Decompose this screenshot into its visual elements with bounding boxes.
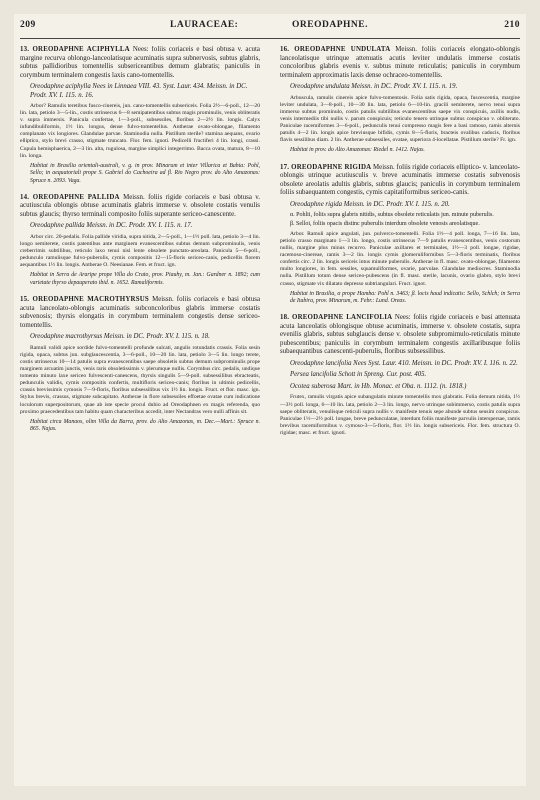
species-title: 15. OREODAPHNE MACROTHYRSUS [20,296,149,304]
species-title: 17. OREODAPHNE RIGIDA [280,163,372,171]
left-column [20,46,260,780]
species-entry [280,164,520,306]
species-citation: Oreodaphne lancifolia Nees Syst. Laur. 410. Meissn. in DC. Prodr. XV. I. 116. n. 22. [290,359,518,367]
species-synonym: Persea lancifolia Schott in Spreng. Cur. post. 405. [290,371,427,379]
species-diagnosis-text: Meissn. foliis rigide coriaceis ellipticо- v. lanceolato-oblongis utrinque acutiusculis v. breve acuminatis immerse costatis subvenosis obsolete areolatis adultis glabris, subtus glaucis; paniculis in corymbum terminalem foliis subaequantem congestis, cymis capitatiformibus sericeo-canis. [280,163,520,197]
species-habitat: Habitat in prov. do Alto Amazonas: Riedel n. 1412. Najas. [290,147,425,154]
header-rule [20,38,520,39]
species-entry [280,46,520,155]
species-citation: Oreodaphne rigida Meissn. in DC. Prodr. XV. I. 115. n. 20. [290,200,450,208]
species-diagnosis [20,194,260,220]
page-header [20,20,520,40]
running-title-right: OREODAPHNE. [292,20,368,30]
species-synonym: Ocotea suberosa Mart. in Hb. Monac. et Oba. n. 1112. (n. 1818.) [290,382,467,390]
left-page-number: 209 [20,20,36,30]
species-diagnosis-text: Meissn. foliis rigide coriaceis e basi obtusa v. acutiuscula oblongis obtuse acuminatis glabris immerse v. obsolete costatis venulis subtus glaucis; thyrso terminali composito foliis superante sericeo-canescente. [20,193,260,218]
species-description: Arbuscula, ramulis cinereis apice fulvo-tomentosis. Folia satis rigida, opaca, fuscescentia, margine leviter undulata, 3—8-poll., 10—30 lin. lata, petiolo 6—10-lin. gracili semiterete, nervo tenui supra immerso subtus prominulo, costis patulis subtilibus evanescentibus saepe vix conspicuis, axillis nudis, venis intermediis tibi nullis v. parum conspicuis; reticulo tenero utrinque subtus conspicuo v. obliterato. Paniculae racemiformes 3—6-poll., pedunculis tenui compresso magis fere a basi ramoso, ramis alternis patulis 4—2 lin. longis apice breviusque bifidis, cymis 8—5-floris, bracteis ovalibus caducis, floribus flavis sessilibus diam. 2 lin. Antherae subsessiles, ovatae, superiora 4-locellatae. Pistillum sterile? Fr. ign. [280,94,520,144]
species-description: Arbor? Ramulis teretibus fusco-cinereis, jun. cano-tomentellis subsericeis. Folia 2½—6-poll., 12—20 lin. lata, petiolo 3—5-lin., costis utrinsecus 6—8 semipatentibus subtus magis prominulis, venis obliteratis v. supra immersis. Panicula confertae, 1—3-poll., subsessiles, floribus 2—2½ lin. longis. Calyx infundibuliformis, 1½ lin. longus, dense fulvo-tomentellus. Antherae ovato-oblongae, filamento complanato vix longiores. Glandulae parvae. Staminodia nulla. Pistillum sterile? stamina aequans, ovario elliptico, stylo brevi crasso, stigmate truncato. Flor. fem. ignoti. Pedicelli fructiferi 4 lin. longi, crassi. Cupula hemisphaerica, 2—3 lin. alta, rugulosa, margine simplici integerrimo. Bacca ovata, matura, 8—10 lin. longa. [20,103,260,159]
species-diagnosis [280,314,520,357]
species-title: 14. OREODAPHNE PALLIDA [20,193,120,201]
species-diagnosis [20,46,260,80]
species-description: Arbor. Ramuli apice angulati, jun. pulverco-tomentelli. Folia 1½—4 poll. longa, 7—16 lin. lata, petiolo crasso marginato 1—3 lin. longo, costis utrinsecus 7—9 patulis evanescentibus, venis costorum nullis, margine plus minus recurvo. Paniculae axillares et terminales, 1½—3 poll. longae, rigidae, racemoso-cinereae, ramis 3—2 lin. longis cymis glomeruliformibus 5—3-floris terminatis, floribus confertis circ. 2 lin. longis sericeis intus minute puberulis. Antherae in fl. masc. ovato-oblongae, filamento multo longiores, in fem. sessiles, squamuliformes, ovarie, parvulae. Glandulae mediocres. Staminodia nulla. Pistillum totum dense sericeo-pubescens (in fl. masc. sterile, lacunis, ovario glabro, stylo brevi crasso, stigmate vix dilatato depresso subtriangulari. Fruct. ignot. [280,230,520,287]
right-column [280,46,520,780]
species-diagnosis [20,296,260,330]
species-description: Arbor circ. 20-pedalis. Folia pallide viridia, supra nitida, 2—5-poll., 1—1½ poll. lata, petiolo 3—4 lin. longo semiterete, costis patentibus ante marginem evanescentibus subtus demum subprominulis, venis creberrimis subtilibus, reticulo laxo tenui nisi lente obsolete punctato-areolata. Panicula 5—6-poll., pedunculo ramulisque fulvo-puberulis, cymis compositis 12—15-floris sericeo-canis, pedicellis florem aequantibus 1½ lin. longis. Antherae O. Neesianae. Fem. et fruct. ign. [20,233,260,269]
species-title: 18. OREODAPHNE LANCIFOLIA [280,314,393,322]
species-citation: Oreodaphne pallida Meissn. in DC. Prodr. XV. I. 115. n. 17. [30,222,193,230]
species-diagnosis-text: Nees: foliis rigide coriaceis e basi attenuata acuta lanceolatis oblongisque obtuse acuminatis, immerse v. obsolete costatis, supra evenilis glabris, subtus subglaucis dense v. obsolete subpromimulo-reticulatis minute pubescentibus; paniculis in corymbum terminalem congestis axillaribusque foliis subaequantibus canescenti-puberulis, floribus subsessilibus. [280,314,520,356]
species-diagnosis-text: Meissn. foliis coriaceis elongato-oblongis lanceolatisque utrinque attenuatis acutis leviter undulatis immerse costatis concoloribus glabris evenis v. subtus minute reticulatis; paniculis in corymbum terminalem approximatis laxis dense ochraceo-tomentellis. [280,46,520,79]
species-diagnosis-text: Nees: foliis coriaceis e basi obtusa v. acuta margine recurva oblongo-lanceolatisque acuminatis supra subnervosis, subtus glabris, subtus pallidioribus tomentellis subsericeantibus demum glabratis; paniculis in corymbum terminalem congestis laxis cano-tomentellis. [20,46,260,79]
species-habitat: Habitat in Brasilia orientali-australi, v. g. in prov. Minarum et inter Villarica et Bahia: Pohl, Sello; in aequatoriali prope S. Gabriel do Cachoeira ad fl. Rio Negro prov. do Alto Amazonas: Spruce n. 2093. Vaga. [30,162,260,184]
species-variety: β. Selloi, foliis opacis distinc puberulis interdum obsolete venosis areolatisque. [290,221,480,228]
species-diagnosis [280,46,520,80]
species-entry [20,194,260,287]
species-title: 13. OREODAPHNE ACIPHYLLA [20,46,130,53]
species-variety: α. Pohlii, foliis supra glabris nitidis, subtus obsolete reticulatis jun. minute puberulis. [290,212,494,219]
species-description: Ramuli validi apice sordide fulvo-tomentelli profunde sulcati, angulis rotundatis crassis. Folia sesin rigida, opaca, subtus jun. subglaucescentia, 3—6-poll., 10—20 lin. lata, petiolo 3—5 lin. longo terete, costis utrinsecus 10—14 patulis supra evanescentibus saepe obsoletis subtus demum subprominulis prope marginem arcuatim junctis, venis raris obsoletissimis v. plerumque nullis. Corymbus circ. pedalis, undique tomento minuto laxe sericeo fulvescenti-canescens, thyrsis singulis 5—9-poll. subsessilibus ebracteatis, pedunculis validis, cymis compositis confertis, multifloris sericeo-canis; floribus in ultimis pedicellis, crassis brevissimis cymosis 7—9-floris, floribus subsessilibus vix 1½ lin. longis. Fruct. et flor. masc. ign. Stylus brevis, crassus, stigmate subcapitato. Antherae in flore subsessiles effoetae ovatae cum indicatione loculorum superpositorum, quae ab iste specie procul dubio ad Oreodaphnen ex magis referenda, quo proximo praecedentibus tam habitu quam characteribus accedit, inter Nectandras vero nulli affinis sit. [20,344,260,415]
species-habitat: Habitat in Serra de Araripe prope Villa do Crato, prov. Piauhy, m. Jan.: Gardner n. 1892; cum varietate thyrso depauperato ibid. n. 1652. Ramaliformis. [30,272,260,286]
species-entry [20,296,260,433]
species-title: 16. OREODAPHNE UNDULATA [280,46,391,53]
species-citation: Oreodaphne aciphylla Nees in Linnaea VIII. 43. Syst. Laur. 434. Meissn. in DC. Prodr. XV. I. 115. n. 16. [30,83,248,99]
species-habitat: Habitat circa Manaos, olim Villa da Barra, prov. do Alto Amazonas, m. Dec.—Mart.: Spruce n. 865. Najas. [30,418,260,433]
species-entry [20,46,260,185]
species-diagnosis-text: Meissn. foliis coriaceis e basi obtusa acuta lanceolato-oblongis acuminatis subconcoloribus glabris immerse costatis subvenosis; thyrsis elongatis in corymbum terminalem congestis dense sericeo-tomentellis. [20,296,260,329]
species-description: Frutex, ramulis virgatis apice subangulatis minute tomentellis mox glabratis. Folia demum nitida, 1½—3½ poll. longa, 6—10 lin. lata, petiolo 2—3 lin. longo, nervo utrinque subimmerso, costis patulis supra saepe obliteratis, venulisque reticuli supra nullis v. manifeste tenuis sepe abunde subtus sensim conspicuo. Paniculae 1½—2½ poll. longae, breve pedunculatae, interdum foliis manifeste parvulis interspersae, ramis brevibus racemiformibus v. cymoso-3—5-floris, flor. 1½ lin. longis subsericeis. Flor. fem. structura O. rigidae; masc. et fruct. ignoti. [280,394,520,436]
species-diagnosis [280,164,520,198]
species-entry [280,314,520,437]
right-page-number: 210 [504,20,520,30]
species-citation: Oreodaphne macrothyrsus Meissn. in DC. Prodr. XV. I. 115. n. 18. [30,333,210,341]
running-title-left: LAURACEAE: [170,20,239,30]
species-habitat: Habitat in Brasilia, α prope Hamba: Pohl n. 3463; β. locis haud indicatis: Sello, Schlch; in Serra de Itabira, prov. Minarum, m. Febr.: Lund. Oreas. [290,290,520,305]
species-citation: Oreodaphne undulata Meissn. in DC. Prodr. XV. I. 115. n. 19. [290,83,458,90]
